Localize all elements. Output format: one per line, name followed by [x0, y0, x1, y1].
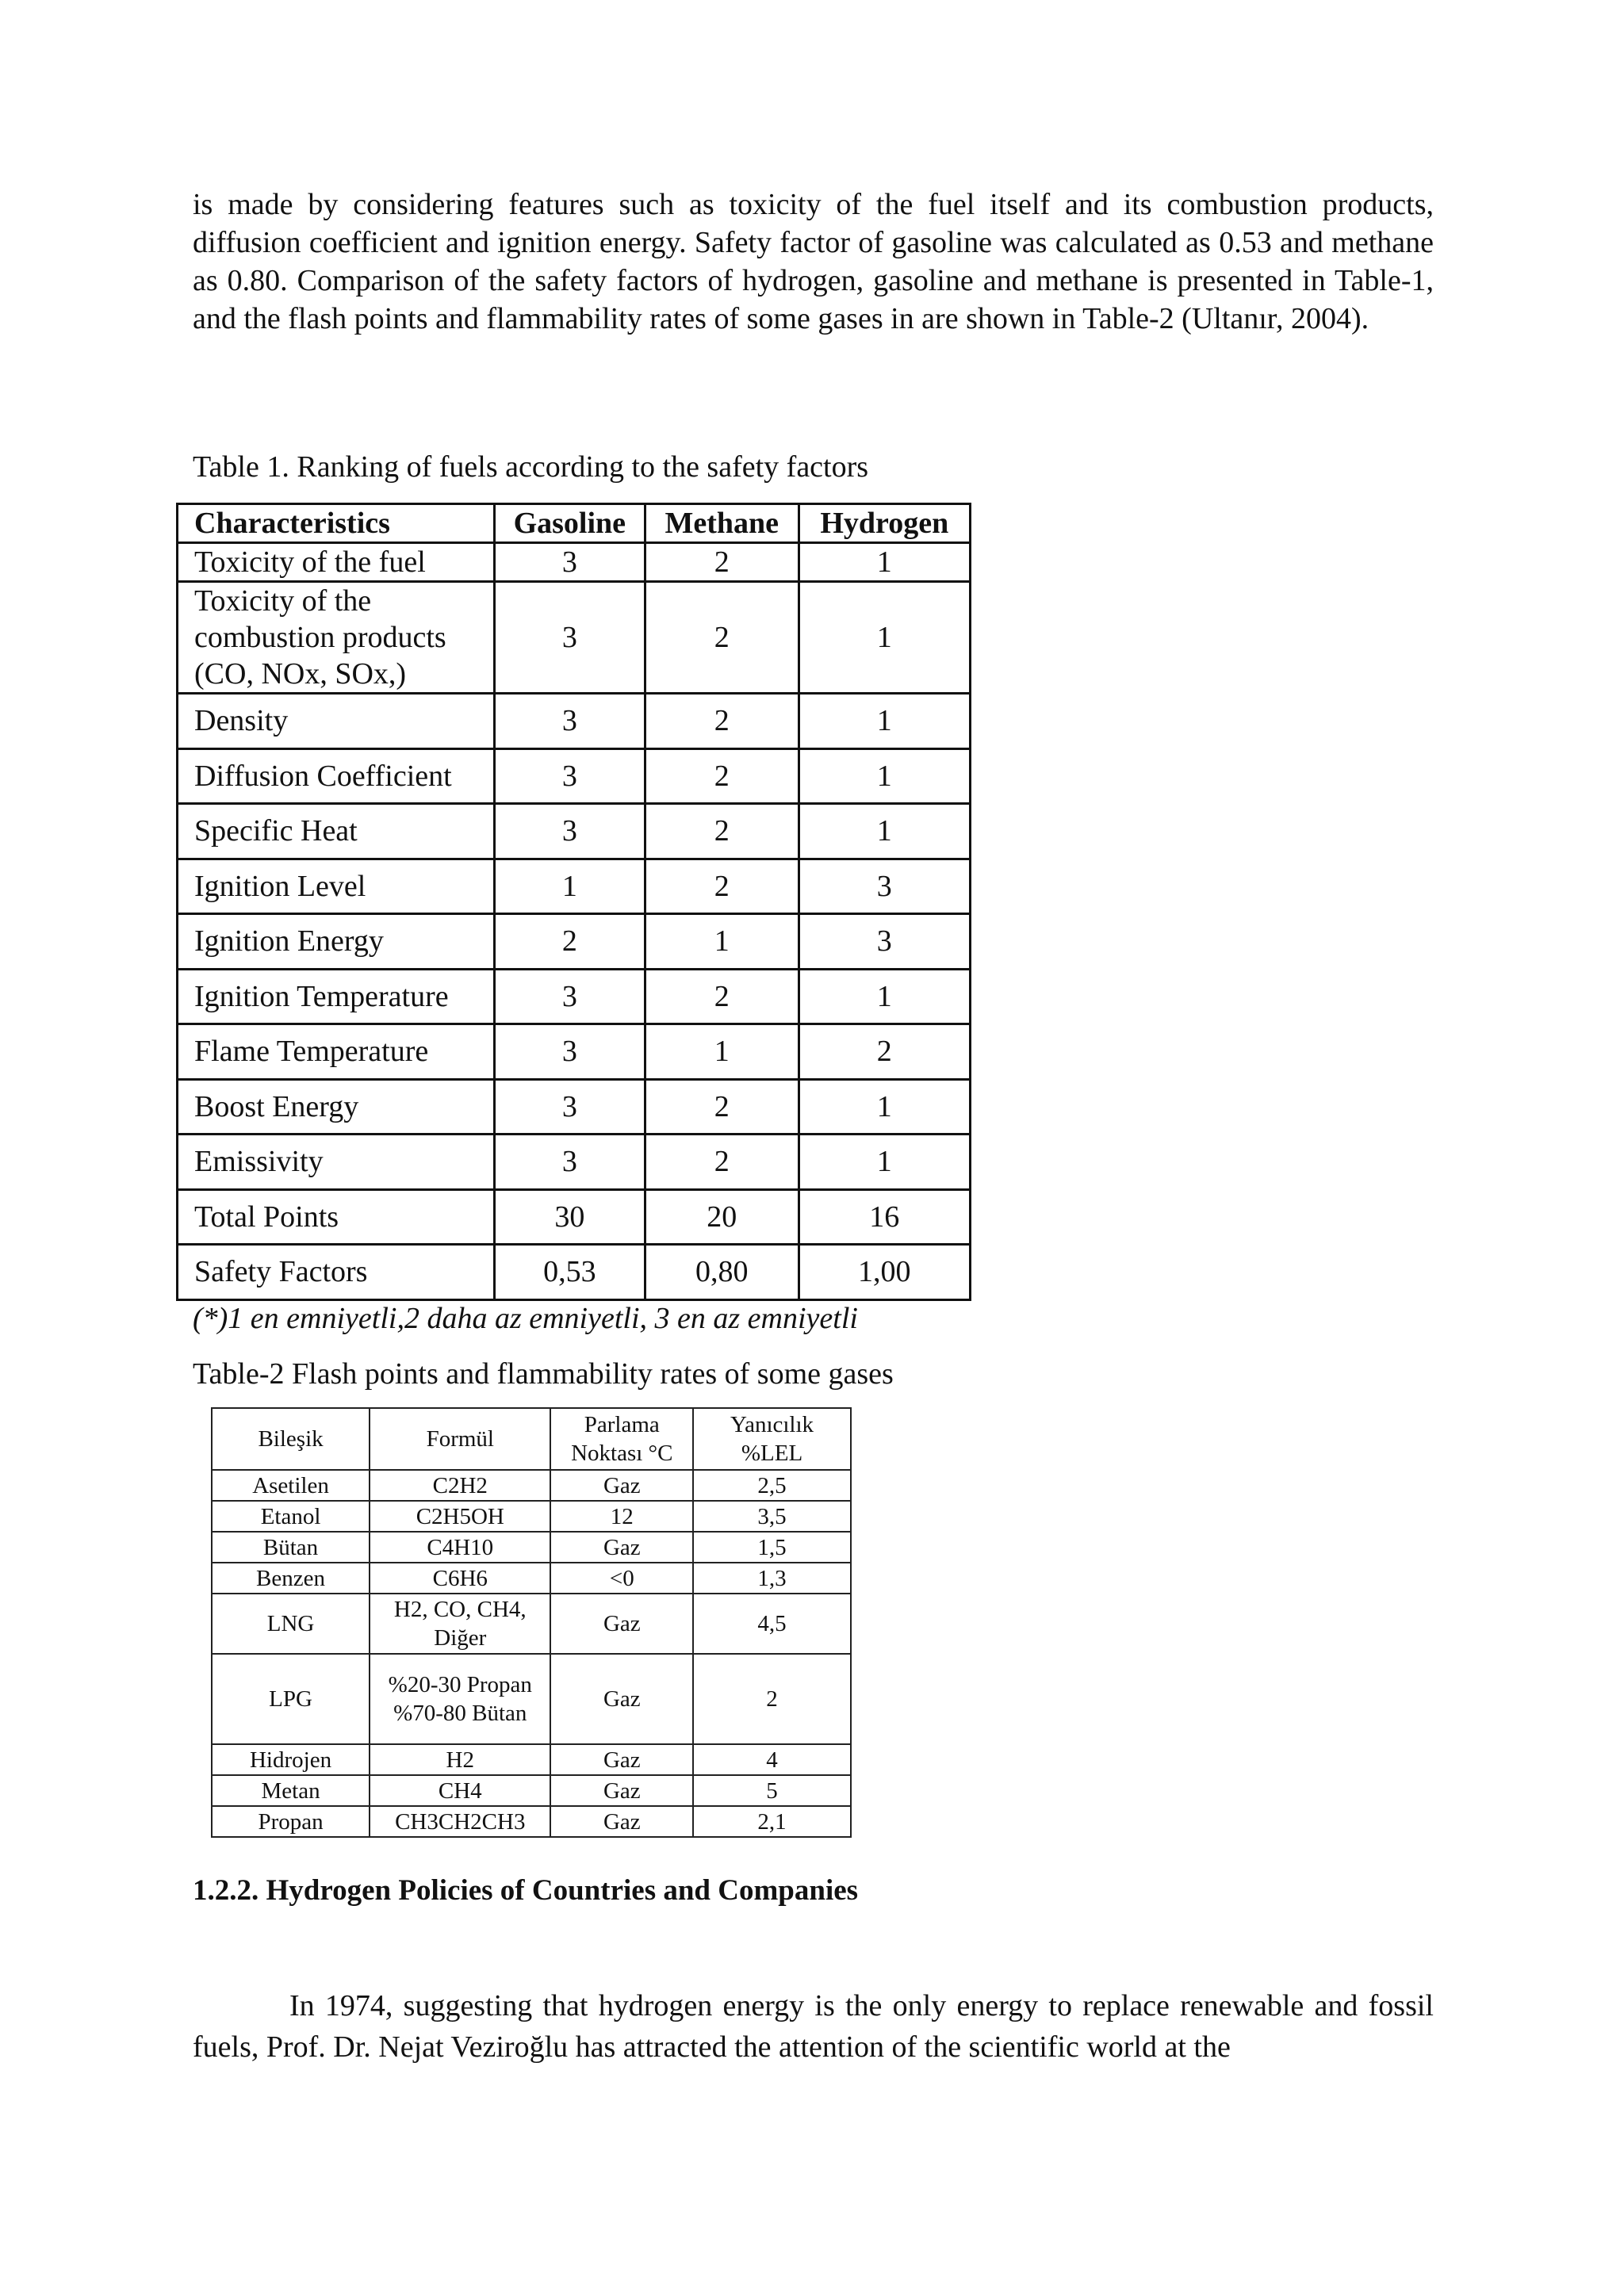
table-row — [178, 1024, 971, 1080]
table-row — [178, 543, 971, 582]
table-cell: 0,80 — [645, 1245, 799, 1300]
table-cell: 3 — [494, 804, 645, 859]
table-cell: 1,00 — [799, 1245, 970, 1300]
table-cell: 3 — [494, 1079, 645, 1135]
row-label: Ignition Level — [178, 859, 495, 914]
table-cell: 12 — [550, 1501, 693, 1532]
table-cell: 2 — [645, 748, 799, 804]
table-cell: 1,3 — [693, 1563, 851, 1594]
table-cell: Gaz — [550, 1775, 693, 1806]
table-cell: C2H5OH — [370, 1501, 550, 1532]
table-cell: Gaz — [550, 1654, 693, 1744]
table-row — [212, 1563, 851, 1594]
table-row — [178, 1079, 971, 1135]
row-label: Toxicity of the fuel — [178, 543, 495, 582]
table-cell: 20 — [645, 1189, 799, 1245]
row-label: Safety Factors — [178, 1245, 495, 1300]
table-cell: 2 — [494, 914, 645, 970]
table-row — [178, 1135, 971, 1190]
table-cell: LNG — [212, 1594, 370, 1654]
row-label: Flame Temperature — [178, 1024, 495, 1080]
intro-paragraph: is made by considering features such as toxicity of the fuel itself and its combustion products, diffusion coefficient and ignition energy. Safety factor of gasoline was calculated as 0.53 and methane as 0.80. Comparison of the safety factors of hydrogen, gasoline and methane is presented in Table-1, and the flash points and flammability rates of some gases in are shown in Table-2 (Ultanır, 2004). — [193, 188, 1434, 335]
table-cell: CH4 — [370, 1775, 550, 1806]
table-cell: 1 — [799, 969, 970, 1024]
table-header-row — [212, 1408, 851, 1470]
table-cell: Benzen — [212, 1563, 370, 1594]
table-cell: 2 — [645, 804, 799, 859]
table-cell: 1 — [645, 1024, 799, 1080]
table-cell: Propan — [212, 1806, 370, 1837]
table-cell: 1 — [799, 1079, 970, 1135]
table-cell: 0,53 — [494, 1245, 645, 1300]
table-cell: 1,5 — [693, 1532, 851, 1563]
table-cell: 3 — [494, 582, 645, 694]
table-cell: 16 — [799, 1189, 970, 1245]
table-cell: Bütan — [212, 1532, 370, 1563]
table2-caption: Table-2 Flash points and flammability rates of some gases — [193, 1357, 894, 1391]
row-label: Specific Heat — [178, 804, 495, 859]
table-cell: 2,5 — [693, 1470, 851, 1501]
row-label: Ignition Energy — [178, 914, 495, 970]
table-cell: 2 — [645, 1135, 799, 1190]
table-cell: %20-30 Propan %70-80 Bütan — [370, 1654, 550, 1744]
table-row — [178, 694, 971, 749]
column-header: Gasoline — [494, 504, 645, 543]
body-paragraph: In 1974, suggesting that hydrogen energy is the only energy to replace renewable and fossil fuels, Prof. Dr. Nejat Veziroğlu has attracted the attention of the scientific world at the — [193, 1989, 1434, 2064]
table-cell: Etanol — [212, 1501, 370, 1532]
table-cell: 1 — [799, 804, 970, 859]
table-cell: <0 — [550, 1563, 693, 1594]
table-cell: 1 — [645, 914, 799, 970]
table-row — [212, 1594, 851, 1654]
table-cell: H2 — [370, 1744, 550, 1775]
table-cell: 3 — [799, 914, 970, 970]
table-cell: 3 — [799, 859, 970, 914]
column-header: Yanıcılık %LEL — [693, 1408, 851, 1470]
table-cell: 1 — [799, 1135, 970, 1190]
table-cell: 2 — [645, 543, 799, 582]
table-cell: 2 — [645, 969, 799, 1024]
table-cell: C2H2 — [370, 1470, 550, 1501]
table-cell: Gaz — [550, 1744, 693, 1775]
table-cell: 3 — [494, 1024, 645, 1080]
row-label: Boost Energy — [178, 1079, 495, 1135]
table-cell: 3 — [494, 748, 645, 804]
column-header: Methane — [645, 504, 799, 543]
table-cell: 30 — [494, 1189, 645, 1245]
table-cell: 3,5 — [693, 1501, 851, 1532]
table-row — [178, 1189, 971, 1245]
table-cell: 2,1 — [693, 1806, 851, 1837]
table-cell: H2, CO, CH4, Diğer — [370, 1594, 550, 1654]
table1-caption: Table 1. Ranking of fuels according to the safety factors — [193, 450, 869, 484]
table-cell: Hidrojen — [212, 1744, 370, 1775]
column-header: Parlama Noktası °C — [550, 1408, 693, 1470]
column-header: Formül — [370, 1408, 550, 1470]
table-cell: Metan — [212, 1775, 370, 1806]
table-row — [212, 1744, 851, 1775]
table-cell: 1 — [799, 694, 970, 749]
table-cell: 4,5 — [693, 1594, 851, 1654]
table-cell: 2 — [799, 1024, 970, 1080]
table-cell: 1 — [799, 543, 970, 582]
table-cell: 1 — [494, 859, 645, 914]
table-cell: Asetilen — [212, 1470, 370, 1501]
table-cell: C6H6 — [370, 1563, 550, 1594]
table-cell: 2 — [645, 694, 799, 749]
table-cell: 2 — [693, 1654, 851, 1744]
table-row — [178, 804, 971, 859]
table-header-row — [178, 504, 971, 543]
table-cell: 2 — [645, 859, 799, 914]
table-cell: C4H10 — [370, 1532, 550, 1563]
table-row — [178, 582, 971, 694]
table-cell: 2 — [645, 1079, 799, 1135]
table-cell: CH3CH2CH3 — [370, 1806, 550, 1837]
table-cell: 1 — [799, 582, 970, 694]
table-row — [212, 1532, 851, 1563]
table-cell: Gaz — [550, 1470, 693, 1501]
section-heading: 1.2.2. Hydrogen Policies of Countries and Companies — [193, 1874, 859, 1907]
table-row — [212, 1775, 851, 1806]
table-cell: LPG — [212, 1654, 370, 1744]
table-row — [178, 859, 971, 914]
table-row — [212, 1654, 851, 1744]
table-cell: 3 — [494, 543, 645, 582]
table-row — [178, 969, 971, 1024]
flash-points-table — [211, 1407, 852, 1838]
safety-ranking-table — [176, 503, 971, 1301]
table-row — [178, 914, 971, 970]
table1-footnote: (*)1 en emniyetli,2 daha az emniyetli, 3 en az emniyetli — [193, 1302, 858, 1335]
row-label: Emissivity — [178, 1135, 495, 1190]
table-cell: 3 — [494, 1135, 645, 1190]
table-row — [212, 1806, 851, 1837]
table-cell: Gaz — [550, 1594, 693, 1654]
table-cell: 3 — [494, 969, 645, 1024]
table-row — [178, 1245, 971, 1300]
row-label: Ignition Temperature — [178, 969, 495, 1024]
row-label: Toxicity of the combustion products (CO, NOx, SOx,) — [178, 582, 495, 694]
table-cell: Gaz — [550, 1806, 693, 1837]
table-row — [178, 748, 971, 804]
table-row — [212, 1470, 851, 1501]
row-label: Diffusion Coefficient — [178, 748, 495, 804]
column-header: Characteristics — [178, 504, 495, 543]
table-cell: 4 — [693, 1744, 851, 1775]
column-header: Bileşik — [212, 1408, 370, 1470]
table-cell: 3 — [494, 694, 645, 749]
table-cell: Gaz — [550, 1532, 693, 1563]
table-cell: 1 — [799, 748, 970, 804]
table-row — [212, 1501, 851, 1532]
table-cell: 5 — [693, 1775, 851, 1806]
row-label: Density — [178, 694, 495, 749]
row-label: Total Points — [178, 1189, 495, 1245]
table-cell: 2 — [645, 582, 799, 694]
column-header: Hydrogen — [799, 504, 970, 543]
